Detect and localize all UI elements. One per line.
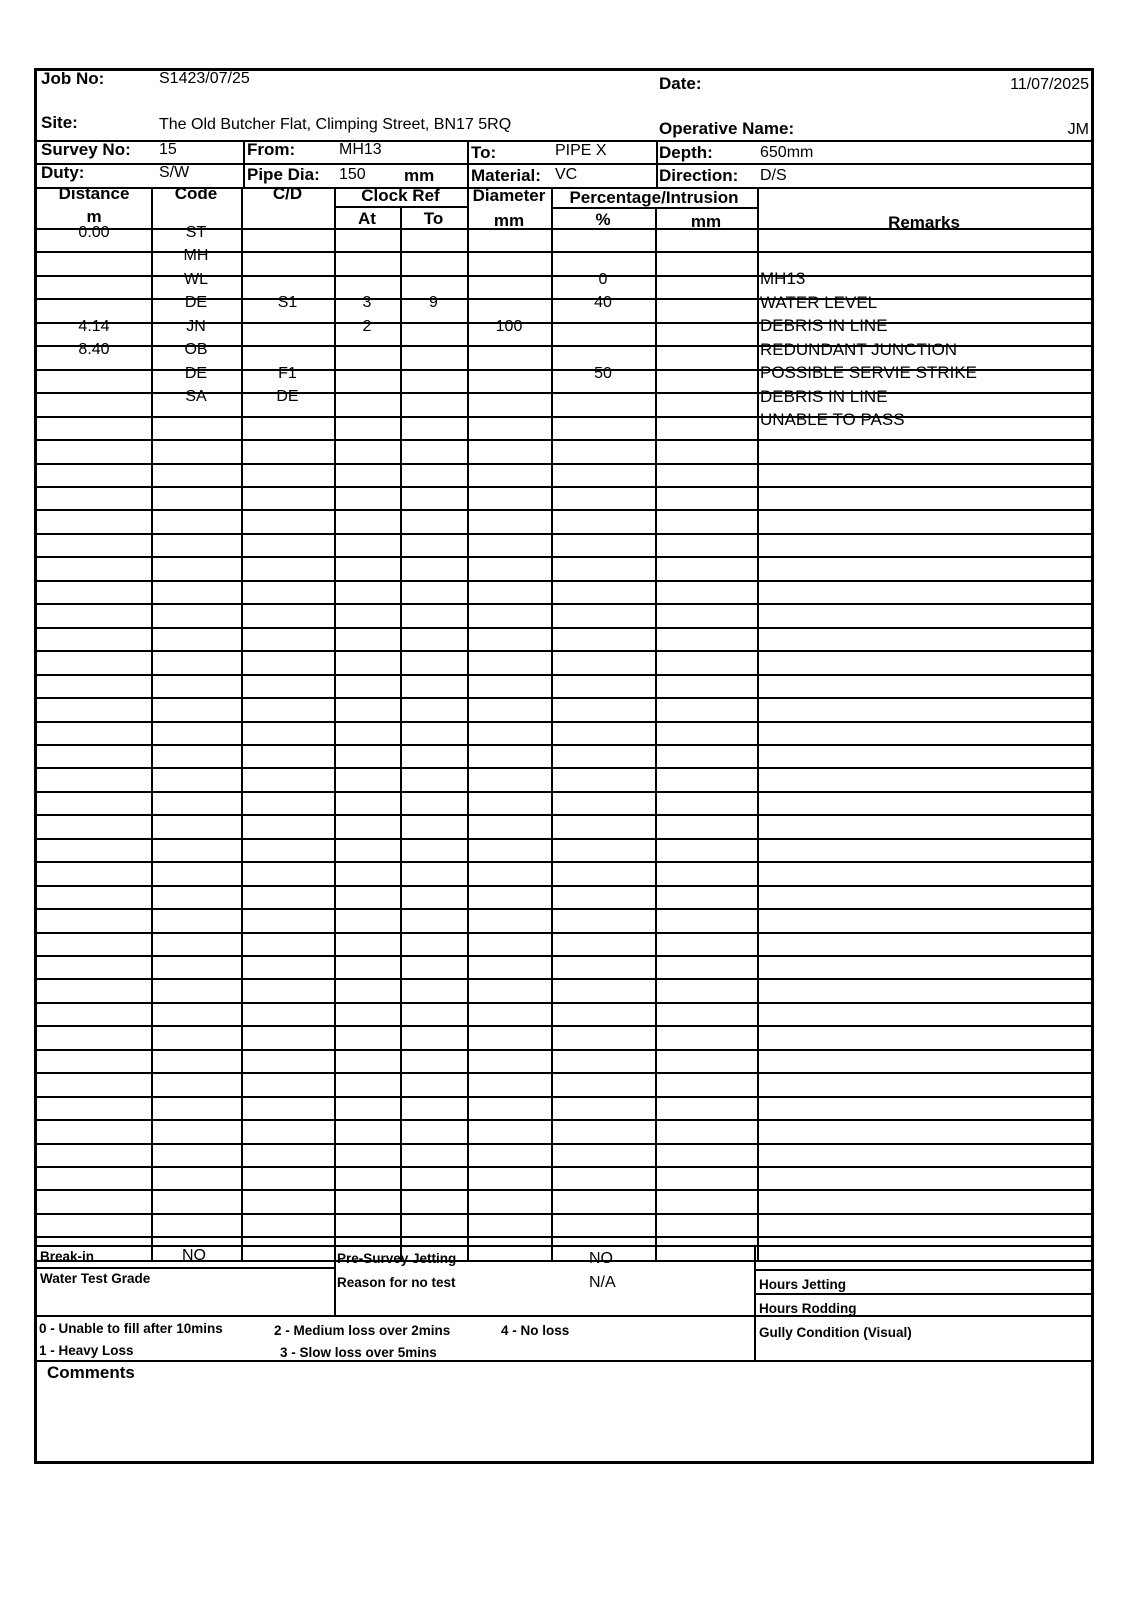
grid-line bbox=[37, 674, 1091, 676]
col-mm-unit: mm bbox=[690, 212, 722, 231]
col-pct-unit: % bbox=[595, 210, 611, 229]
cell-code: MH bbox=[183, 247, 209, 265]
site-value: The Old Butcher Flat, Climping Street, BN17 5RQ bbox=[159, 116, 512, 133]
to-value: PIPE X bbox=[555, 142, 607, 159]
divider bbox=[243, 140, 245, 187]
cell-remarks: WATER LEVEL bbox=[760, 292, 878, 312]
divider bbox=[334, 1245, 336, 1315]
break-in-label: Break-in bbox=[40, 1249, 95, 1264]
cell-remarks: POSSIBLE SERVIE STRIKE bbox=[760, 363, 977, 383]
grid-line bbox=[37, 1236, 1091, 1238]
cell-code: ST bbox=[185, 224, 207, 241]
divider bbox=[37, 1315, 1091, 1317]
hours-jetting-label: Hours Jetting bbox=[759, 1277, 847, 1292]
grid-line bbox=[757, 187, 759, 1260]
depth-label: Depth: bbox=[659, 143, 713, 162]
grid-line bbox=[37, 1096, 1091, 1098]
cell-code: JN bbox=[186, 317, 206, 335]
grid-line bbox=[400, 206, 402, 1260]
cell-distance: 4.14 bbox=[78, 317, 110, 335]
col-distance-unit: m bbox=[86, 207, 102, 226]
duty-label: Duty: bbox=[41, 163, 85, 182]
cell-code: WL bbox=[184, 270, 208, 288]
pipe-dia-label: Pipe Dia: bbox=[247, 165, 320, 184]
col-diameter: Diameter bbox=[472, 186, 546, 205]
grid-line bbox=[37, 814, 1091, 816]
job-no-label: Job No: bbox=[41, 69, 105, 88]
cell-remarks: DEBRIS IN LINE bbox=[760, 316, 888, 336]
grid-line bbox=[37, 955, 1091, 957]
cell-cd: DE bbox=[276, 388, 299, 406]
grade-1-text: 1 - Heavy Loss bbox=[39, 1343, 134, 1358]
cell-cd: S1 bbox=[277, 294, 298, 312]
reason-value: N/A bbox=[589, 1274, 616, 1291]
cell-remarks: MH13 bbox=[760, 269, 806, 289]
cell-remarks: DEBRIS IN LINE bbox=[760, 386, 888, 406]
grid-line bbox=[37, 463, 1091, 465]
material-value: VC bbox=[555, 166, 578, 183]
from-label: From: bbox=[247, 140, 296, 159]
grid-line bbox=[37, 838, 1091, 840]
grid-line bbox=[37, 744, 1091, 746]
grid-line bbox=[37, 439, 1091, 441]
grid-line bbox=[551, 187, 553, 1260]
gully-condition-label: Gully Condition (Visual) bbox=[759, 1325, 912, 1340]
cell-diameter: 100 bbox=[495, 317, 523, 335]
grade-4-text: 4 - No loss bbox=[501, 1323, 570, 1338]
survey-no-label: Survey No: bbox=[41, 140, 131, 159]
water-test-grade-label: Water Test Grade bbox=[40, 1271, 151, 1286]
grid-line bbox=[37, 978, 1091, 980]
col-clock-ref: Clock Ref bbox=[361, 186, 440, 205]
divider bbox=[467, 140, 469, 187]
grid-line bbox=[37, 416, 1091, 418]
pipe-dia-unit: mm bbox=[404, 166, 435, 185]
grid-line bbox=[37, 1213, 1091, 1215]
grid-line bbox=[37, 908, 1091, 910]
grid-line bbox=[37, 1189, 1091, 1191]
divider bbox=[37, 1267, 334, 1269]
cell-pct: 40 bbox=[594, 294, 612, 312]
grid-line bbox=[37, 580, 1091, 582]
grade-3-text: 3 - Slow loss over 5mins bbox=[280, 1345, 437, 1360]
divider bbox=[756, 1293, 1091, 1295]
divider bbox=[754, 1245, 756, 1360]
grid-line bbox=[37, 861, 1091, 863]
date-value: 11/07/2025 bbox=[1010, 76, 1089, 93]
direction-value: D/S bbox=[760, 167, 787, 184]
cell-pct: 50 bbox=[594, 364, 612, 382]
divider bbox=[656, 140, 658, 187]
grid-line bbox=[37, 1049, 1091, 1051]
col-clock-to: To bbox=[423, 209, 444, 228]
divider bbox=[37, 163, 1091, 165]
material-label: Material: bbox=[471, 166, 541, 185]
col-code: Code bbox=[174, 184, 218, 203]
cell-code: DE bbox=[184, 294, 208, 312]
survey-no-value: 15 bbox=[159, 141, 177, 158]
col-diameter-unit: mm bbox=[493, 211, 525, 230]
comments-label: Comments bbox=[47, 1363, 135, 1382]
grid-line bbox=[37, 556, 1091, 558]
grid-line bbox=[37, 1166, 1091, 1168]
grid-line bbox=[37, 932, 1091, 934]
depth-value: 650mm bbox=[760, 144, 814, 161]
grid-line bbox=[37, 885, 1091, 887]
operative-label: Operative Name: bbox=[659, 119, 795, 138]
cell-cd: F1 bbox=[278, 364, 297, 382]
cell-pct: 0 bbox=[598, 270, 608, 288]
col-clock-at: At bbox=[358, 209, 376, 228]
divider bbox=[756, 1269, 1091, 1271]
cell-at: 2 bbox=[362, 317, 372, 335]
grid-line bbox=[37, 627, 1091, 629]
grid-line bbox=[37, 603, 1091, 605]
operative-value: JM bbox=[1067, 121, 1089, 138]
from-value: MH13 bbox=[339, 141, 382, 158]
site-label: Site: bbox=[41, 113, 78, 132]
cell-code: DE bbox=[184, 364, 208, 382]
grid-line bbox=[37, 1025, 1091, 1027]
col-pct-intrusion: Percentage/Intrusion bbox=[569, 188, 739, 207]
grid-line bbox=[37, 1119, 1091, 1121]
duty-value: S/W bbox=[159, 164, 190, 181]
grid-line bbox=[37, 1072, 1091, 1074]
cell-remarks: REDUNDANT JUNCTION bbox=[760, 339, 958, 359]
reason-label: Reason for no test bbox=[337, 1275, 456, 1290]
to-label: To: bbox=[471, 143, 497, 162]
grid-line bbox=[37, 721, 1091, 723]
grid-line bbox=[37, 533, 1091, 535]
cell-distance: 0.00 bbox=[78, 224, 110, 241]
pre-survey-jetting-label: Pre-Survey Jetting bbox=[337, 1251, 457, 1266]
pre-survey-jetting-value: NO bbox=[589, 1250, 613, 1267]
grid-line bbox=[37, 1002, 1091, 1004]
grid-line bbox=[655, 207, 657, 1260]
grid-line bbox=[334, 187, 336, 1260]
col-cd: C/D bbox=[272, 184, 303, 203]
job-no-value: S1423/07/25 bbox=[159, 70, 250, 87]
grid-line bbox=[37, 791, 1091, 793]
cell-at: 3 bbox=[362, 294, 372, 312]
grid-line bbox=[241, 187, 243, 1260]
hours-rodding-label: Hours Rodding bbox=[759, 1301, 857, 1316]
survey-sheet bbox=[34, 68, 1094, 1464]
divider bbox=[37, 1360, 1091, 1362]
grid-line bbox=[37, 650, 1091, 652]
grade-2-text: 2 - Medium loss over 2mins bbox=[274, 1323, 451, 1338]
cell-remarks: UNABLE TO PASS bbox=[760, 410, 905, 430]
date-label: Date: bbox=[659, 74, 702, 93]
grid-line bbox=[37, 767, 1091, 769]
col-remarks: Remarks bbox=[888, 213, 960, 232]
break-in-value: NO bbox=[182, 1247, 206, 1264]
grade-0-text: 0 - Unable to fill after 10mins bbox=[39, 1321, 223, 1336]
grid-line bbox=[37, 486, 1091, 488]
cell-code: SA bbox=[185, 388, 207, 406]
cell-code: OB bbox=[184, 341, 208, 359]
grid-line bbox=[37, 1143, 1091, 1145]
cell-to: 9 bbox=[429, 294, 438, 312]
divider bbox=[37, 1245, 1091, 1247]
pipe-dia-value: 150 bbox=[339, 166, 366, 183]
grid-line bbox=[37, 697, 1091, 699]
grid-line bbox=[467, 187, 469, 1260]
direction-label: Direction: bbox=[659, 166, 739, 185]
grid-line bbox=[37, 509, 1091, 511]
col-distance: Distance bbox=[58, 184, 130, 203]
cell-distance: 8.40 bbox=[78, 341, 110, 359]
